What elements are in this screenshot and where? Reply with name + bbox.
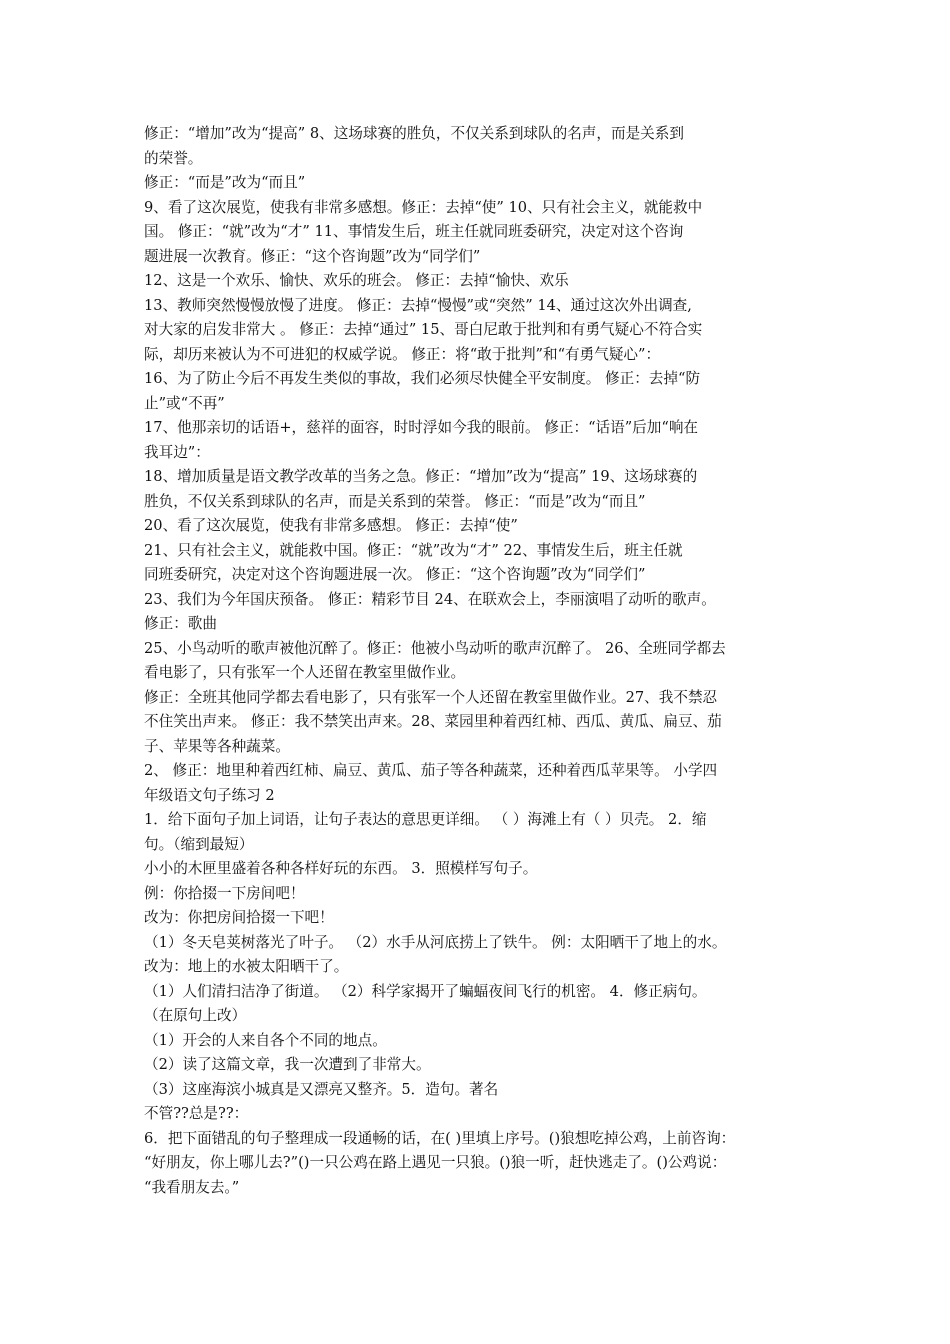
text-line: 不住笑出声来。 修正：我不禁笑出声来。28、菜园里种着西红柿、西瓜、黄瓜、扁豆、茄 (144, 713, 722, 730)
text-line: 年级语文句子练习 2 (144, 786, 275, 804)
text-line: 题进展一次教育。修正：“这个咨询题”改为“同学们” (144, 247, 481, 265)
text-line: “好朋友，你上哪儿去?”()一只公鸡在路上遇见一只狼。()狼一听，赶快逃走了。()公鸡说： (144, 1154, 727, 1171)
text-line: 23、我们为今年国庆预备。 修正：精彩节目 24、在联欢会上，李丽演唱了动听的歌声。 (144, 590, 716, 608)
text-line: “我看朋友去。” (144, 1178, 240, 1196)
text-line: 13、教师突然慢慢放慢了进度。 修正：去掉“慢慢”或“突然” 14、通过这次外出调查, (144, 296, 692, 314)
text-line: 21、只有社会主义，就能救中国。修正：“就”改为“才” 22、事情发生后，班主任就 (144, 541, 683, 559)
text-line: 12、这是一个欢乐、愉快、欢乐的班会。 修正：去掉“愉快、欢乐 (144, 272, 569, 289)
text-line: 1．给下面句子加上词语，让句子表达的意思更详细。 （ ）海滩上有（ ）贝壳。 2．缩 (144, 811, 707, 828)
text-line: 16、为了防止今后不再发生类似的事故，我们必须尽快健全平安制度。 修正：去掉“防 (144, 370, 701, 387)
text-line: （3）这座海滨小城真是又漂亮又整齐。5．造句。著名 (144, 1080, 499, 1098)
text-line: 25、小鸟动听的歌声被他沉醉了。修正：他被小鸟动听的歌声沉醉了。 26、全班同学都去 (144, 639, 726, 657)
text-line: 胜负，不仅关系到球队的名声，而是关系到的荣誉。 修正：“而是”改为“而且” (144, 492, 646, 510)
text-line: 句。（缩到最短） (144, 835, 254, 853)
text-line: 修正：“增加”改为“提高” 8、这场球赛的胜负，不仅关系到球队的名声，而是关系到 (144, 125, 684, 142)
text-line: 修正：歌曲 (144, 615, 217, 632)
text-line: 修正：“而是”改为“而且” (144, 174, 306, 191)
text-line: 际，却历来被认为不可进犯的权威学说。 修正：将“敢于批判”和“有勇气疑心”： (144, 345, 661, 363)
text-line: 2、 修正：地里种着西红柿、扁豆、黄瓜、茄子等各种蔬菜，还种着西瓜苹果等。 小学四 (144, 762, 718, 779)
text-line: （1）开会的人来自各个不同的地点。 (144, 1031, 387, 1049)
text-line: 国。 修正：“就”改为“才” 11、事情发生后，班主任就同班委研究，决定对这个咨询 (144, 223, 684, 240)
text-line: 我耳边”： (144, 443, 210, 461)
text-line: （1）人们清扫洁净了街道。 （2）科学家揭开了蝙蝠夜间飞行的机密。 4．修正病句。 (144, 982, 707, 1000)
text-line: 看电影了，只有张军一个人还留在教室里做作业。 (144, 664, 466, 681)
text-line: 9、看了这次展览，使我有非常多感想。修正：去掉“使” 10、只有社会主义，就能救中 (144, 198, 703, 216)
text-line: 改为：地上的水被太阳晒干了。 (144, 958, 349, 975)
text-line: 18、增加质量是语文教学改革的当务之急。修正：“增加”改为“提高” 19、这场球赛的 (144, 468, 698, 485)
text-line: 20、看了这次展览，使我有非常多感想。 修正：去掉“使” (144, 517, 518, 534)
text-line: 17、他那亲切的话语+，慈祥的面容，时时浮如今我的眼前。 修正：“话语”后加“响在 (144, 419, 699, 436)
text-line: 修正：全班其他同学都去看电影了，只有张军一个人还留在教室里做作业。27、我不禁忍 (144, 688, 718, 706)
document-page (144, 122, 810, 1200)
text-line: 对大家的启发非常大 。 修正：去掉“通过” 15、哥白尼敢于批判和有勇气疑心不符合实 (144, 321, 703, 338)
text-line: 同班委研究，决定对这个咨询题进展一次。 修正：“这个咨询题”改为“同学们” (144, 566, 646, 583)
text-line: 6．把下面错乱的句子整理成一段通畅的话，在( )里填上序号。()狼想吃掉公鸡，上前咨询： (144, 1129, 736, 1147)
text-line: 改为：你把房间拾掇一下吧！ (144, 909, 334, 926)
text-line: 止”或“不再” (144, 394, 225, 412)
text-line: （在原句上改） (144, 1007, 247, 1024)
text-line: （1）冬天皂荚树落光了叶子。 （2）水手从河底捞上了铁牛。 例：太阳晒干了地上的水。 (144, 933, 727, 951)
text-line: 例：你拾掇一下房间吧！ (144, 884, 305, 902)
text-line: （2）读了这篇文章，我一次遭到了非常大。 (144, 1056, 431, 1073)
text-line: 子、苹果等各种蔬菜。 (144, 737, 290, 755)
text-line: 小小的木匣里盛着各种各样好玩的东西。 3．照模样写句子。 (144, 860, 538, 877)
text-line: 的荣誉。 (144, 149, 203, 167)
text-line: 不管??总是??： (144, 1105, 249, 1122)
